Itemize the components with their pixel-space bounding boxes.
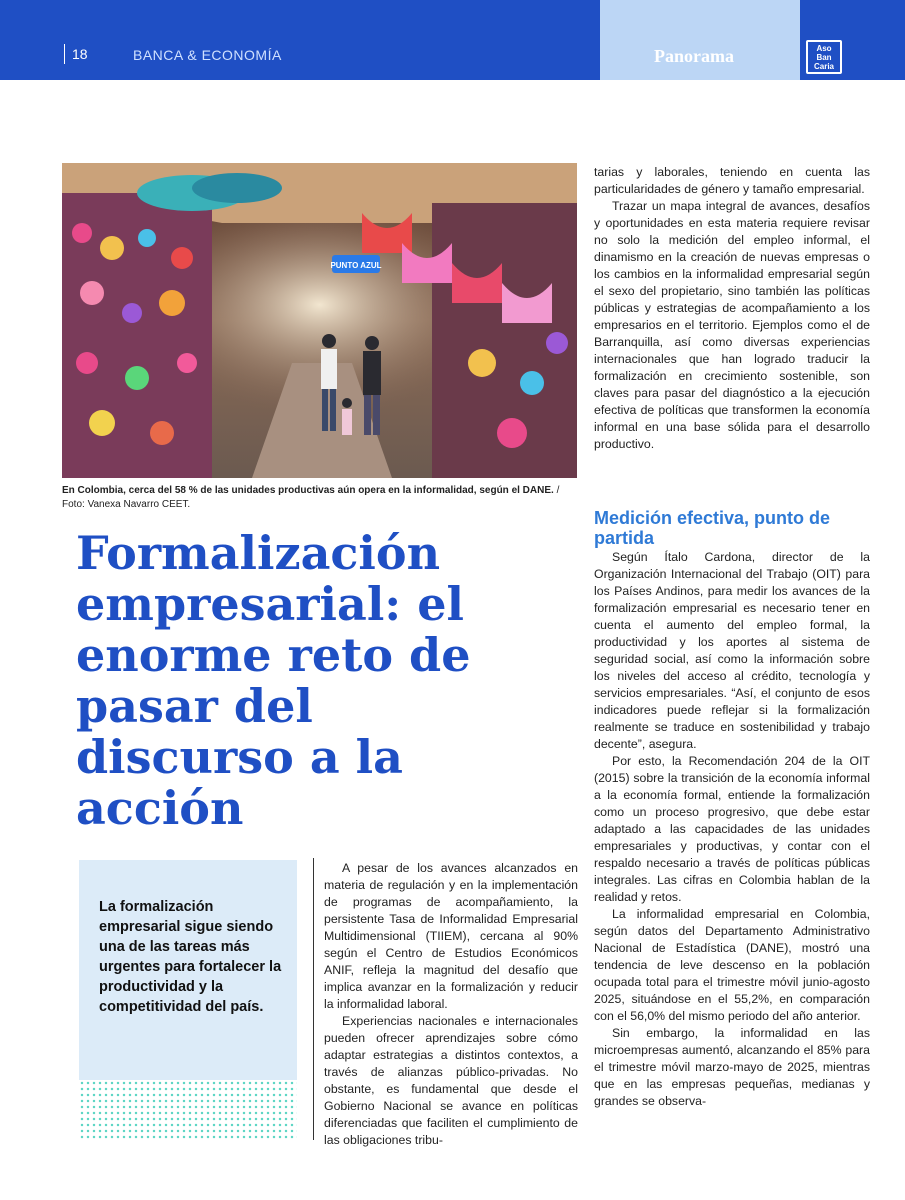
- right-column-top: [594, 164, 870, 453]
- paragraph: La informalidad empresarial en Colombia, según datos del Departamento Administrativo Nacional de Estadística (DANE), mostró una tendencia de leve descenso en la población ocupada total para el trimestre móvil junio-agosto 2025, situándose en el 55,2%, en comparación con el 56,0% del mismo periodo del año anterior.: [594, 907, 870, 1023]
- paragraph: Sin embargo, la informalidad en las microempresas aumentó, alcanzando el 85% para el trimestre móvil marzo-mayo de 2025, mientras que en las empresas pequeñas, medianas y grandes se observa-: [594, 1026, 870, 1108]
- paragraph: A pesar de los avances alcanzados en materia de regulación y en la implementación de programas de acompañamiento, la persistente Tasa de Informalidad Empresarial Multidimensional (TIIEM), cercana al 90% según el Centro de Estudios Económicos ANIF, refleja la magnitud del desafío que implica avanzar en la formalización y reducir la informalidad laboral.: [324, 861, 578, 1011]
- middle-column: [324, 860, 578, 1149]
- section-tab-label: Panorama: [654, 46, 734, 66]
- right-column-bottom: [594, 549, 870, 1110]
- paragraph: Por esto, la Recomendación 204 de la OIT (2015) sobre la transición de la economía informal a la economía formal, entiende la formalización como un proceso progresivo, que debe estar adaptado a las capacidades de las unidades empresariales y productivas, y contar con el respaldo necesario a través de políticas públicas integrales. Las cifras en Colombia hablan de la realidad y retos.: [594, 754, 870, 904]
- page-header: [0, 0, 905, 80]
- column-divider: [313, 858, 314, 1140]
- asobancaria-logo: Aso Ban Caria: [806, 40, 842, 74]
- photo-credit: / Foto: Vanexa Navarro CEET.: [62, 485, 560, 510]
- section-title: BANCA & ECONOMÍA: [133, 47, 282, 63]
- pull-quote: La formalización empresarial sigue siendo una de las tareas más urgentes para fortalecer la productividad y la competitividad del país.: [99, 899, 282, 1015]
- paragraph: Trazar un mapa integral de avances, desafíos y oportunidades en esta materia requiere revisar no solo la medición del empleo informal, el dinamismo en la creación de nuevas empresas o los cambios en la informalidad empresarial según el sexo del propietario, sino también las políticas públicas y estrategias de acompañamiento a los empresarios en el territorio. Ejemplos como el de Barranquilla, así como diversas experiencias internacionales que han logrado traducir la formalización en crecimiento sostenible, son claves para pasar del diagnóstico a la ejecución efectiva de políticas que transformen la economía informal en una base sólida para el desarrollo productivo.: [594, 199, 870, 451]
- market-photo: [62, 163, 577, 478]
- photo-caption-text: En Colombia, cerca del 58 % de las unidades productivas aún opera en la informalidad, según el DANE.: [62, 485, 554, 496]
- paragraph: Según Ítalo Cardona, director de la Organización Internacional del Trabajo (OIT) para los Países Andinos, para medir los avances de la formalización empresarial es necesario tener en cuenta el aumento del empleo formal, la productividad y los aportes al sistema de seguridad social, así como la información sobre los niveles del acceso al crédito, tecnología y servicios empresariales. “Así, el conjunto de esos indicadores puede reflejar si la formalización realmente se traduce en sostenibilidad y trabajo decente”, asegura.: [594, 550, 870, 751]
- market-sign-text: PUNTO AZUL: [330, 261, 382, 270]
- section-tab: [600, 0, 800, 80]
- article-headline: Formalización empresarial: el enorme reto de pasar del discurso a la acción: [76, 526, 471, 835]
- article-subhead: Medición efectiva, punto de partida: [594, 508, 831, 548]
- dot-pattern-decoration: [79, 1080, 297, 1140]
- page-number: 18: [72, 46, 88, 62]
- photo-caption: [62, 484, 582, 512]
- paragraph: Experiencias nacionales e internacionales pueden ofrecer aprendizajes sobre cómo adaptar estrategias a distintos contextos, a través de alianzas público-privadas. No obstante, es fundamental que desde el Gobierno Nacional se avance en políticas diferenciadas que faciliten el cumplimiento de las obligaciones tribu-: [324, 1014, 578, 1147]
- paragraph: tarias y laborales, teniendo en cuenta las particularidades de género y tamaño empresarial.: [594, 165, 870, 196]
